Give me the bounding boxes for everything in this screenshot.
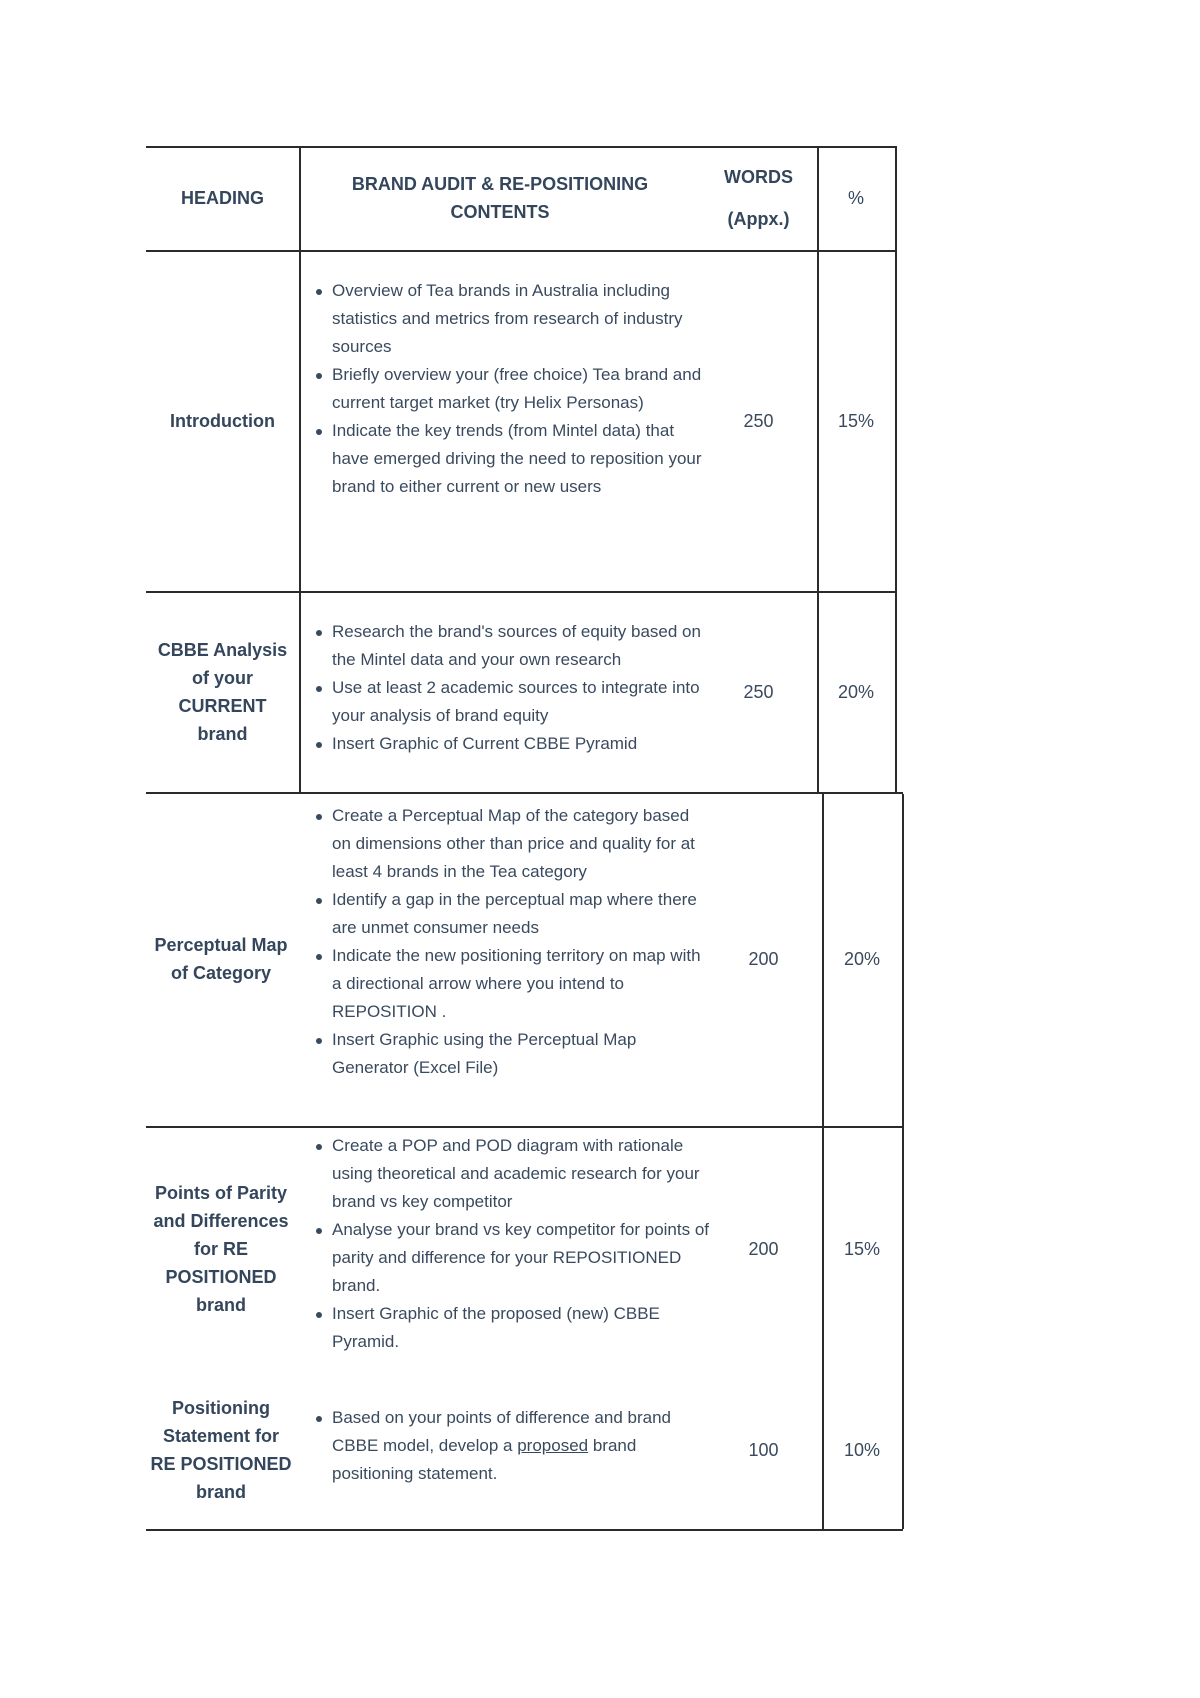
underlined-word-proposed: proposed	[517, 1436, 589, 1455]
words-points-of-parity: 200	[748, 1239, 779, 1259]
row-heading-points-of-parity: Points of Parity and Differences for RE POSITIONED brand	[153, 1183, 289, 1315]
header-heading: HEADING	[180, 188, 264, 208]
table-border-right-lower	[902, 794, 904, 1529]
header-contents	[299, 146, 701, 250]
percent-perceptual-map: 20%	[843, 949, 881, 969]
list-item	[310, 1404, 705, 1488]
table-border-bottom	[146, 1529, 903, 1531]
header-percent: %	[847, 188, 864, 208]
list-item: Create a POP and POD diagram with rationale using theoretical and academic research for your brand vs key competitor	[310, 1132, 710, 1216]
words-perceptual-map: 200	[748, 949, 779, 969]
bullet-text-after: brand positioning statement.	[332, 1436, 637, 1483]
list-item: Research the brand's sources of equity based on the Mintel data and your own research	[310, 618, 710, 674]
bullet-list-perceptual-map	[310, 802, 710, 1082]
header-words-line2: (Appx.)	[727, 209, 790, 229]
list-item: Create a Perceptual Map of the category based on dimensions other than price and quality for at least 4 brands in the Tea category	[310, 802, 710, 886]
words-cbbe: 250	[743, 681, 774, 702]
percent-positioning-statement: 10%	[843, 1440, 881, 1460]
list-item: Analyse your brand vs key competitor for points of parity and difference for your REPOSITIONED brand.	[310, 1216, 710, 1300]
bullet-list-cbbe	[310, 618, 710, 758]
list-item: Use at least 2 academic sources to integrate into your analysis of brand equity	[310, 674, 710, 730]
list-item: Identify a gap in the perceptual map where there are unmet consumer needs	[310, 886, 710, 942]
header-words-line1: WORDS	[724, 167, 793, 187]
row-heading-positioning-statement: Positioning Statement for RE POSITIONED brand	[150, 1398, 292, 1502]
words-introduction: 250	[743, 410, 774, 431]
list-item: Indicate the new positioning territory on map with a directional arrow where you intend to REPOSITION .	[310, 942, 710, 1026]
percent-introduction: 15%	[837, 410, 875, 431]
list-item: Overview of Tea brands in Australia including statistics and metrics from research of industry sources	[310, 277, 705, 361]
list-item: Briefly overview your (free choice) Tea brand and current target market (try Helix Personas)	[310, 361, 705, 417]
list-item: Insert Graphic using the Perceptual Map Generator (Excel File)	[310, 1026, 710, 1082]
bullet-list-points-of-parity	[310, 1132, 710, 1356]
row-heading-perceptual-map: Perceptual Map of Category	[154, 935, 288, 983]
list-item: Indicate the key trends (from Mintel data) that have emerged driving the need to reposition your brand to either current or new users	[310, 417, 705, 501]
bullet-list-positioning-statement	[310, 1404, 705, 1488]
words-positioning-statement: 100	[748, 1440, 779, 1460]
percent-cbbe: 20%	[837, 681, 875, 702]
list-item: Insert Graphic of the proposed (new) CBBE Pyramid.	[310, 1300, 710, 1356]
list-item: Insert Graphic of Current CBBE Pyramid	[310, 730, 710, 758]
row-heading-introduction: Introduction	[170, 410, 275, 431]
header-contents-line1: BRAND AUDIT & RE-POSITIONING	[351, 174, 649, 194]
bullet-list-introduction	[310, 277, 705, 501]
table-border-right-upper	[895, 146, 897, 792]
row-heading-cbbe: CBBE Analysis of your CURRENT brand	[157, 639, 288, 744]
header-words	[700, 146, 817, 250]
percent-points-of-parity: 15%	[843, 1239, 881, 1259]
bullet-text-before: Based on your points of difference and brand CBBE model, develop a	[332, 1408, 671, 1455]
header-contents-line2: CONTENTS	[450, 202, 550, 222]
